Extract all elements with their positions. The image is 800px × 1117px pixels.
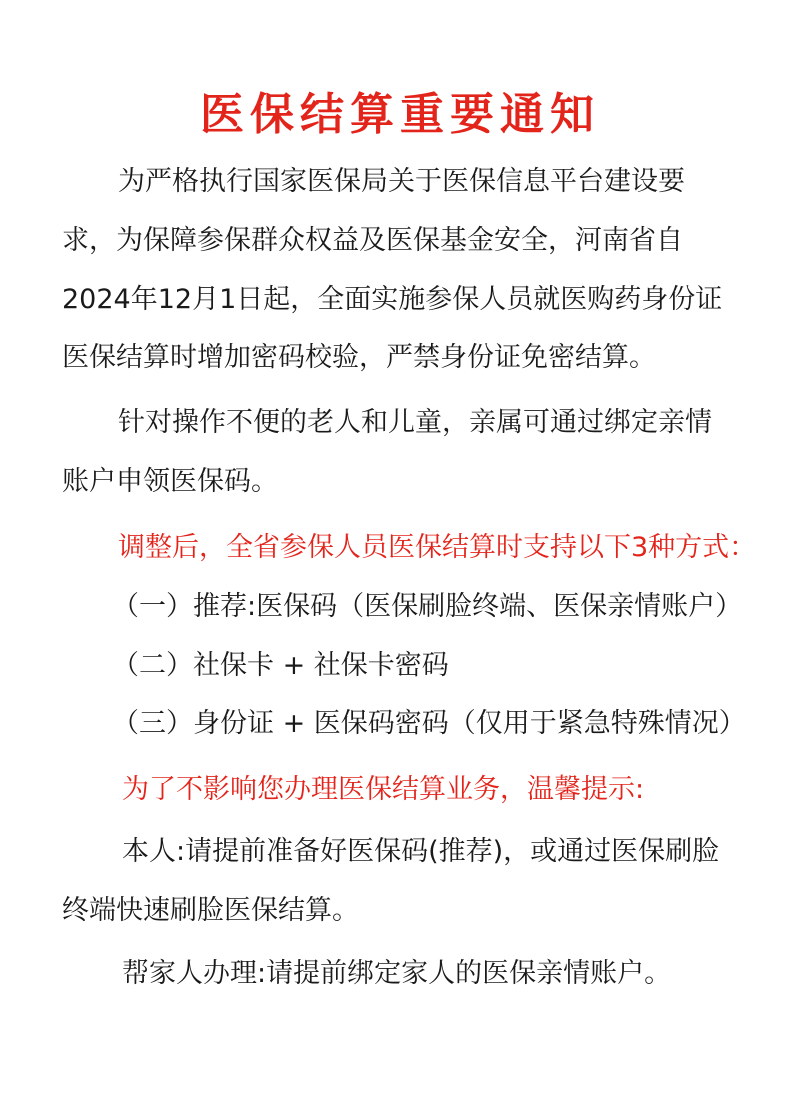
- tip-family-line: 帮家人办理:请提前绑定家人的医保亲情账户。: [122, 958, 672, 989]
- page-title: 医保结算重要通知: [200, 89, 600, 140]
- paragraph1-line-3: 2024年12月1日起，全面实施参保人员就医购药身份证: [62, 284, 723, 315]
- method-item-3: （三）身份证 + 医保码密码（仅用于紧急特殊情况）: [112, 708, 746, 739]
- paragraph1-line-2: 求，为保障参保群众权益及医保基金安全，河南省自: [62, 225, 683, 256]
- paragraph1-line-4: 医保结算时增加密码校验，严禁身份证免密结算。: [62, 342, 656, 373]
- tip-self-line-1: 本人:请提前准备好医保码(推荐)，或通过医保刷脸: [122, 836, 720, 867]
- paragraph2-line-2: 账户申领医保码。: [62, 466, 278, 497]
- tip-self-line-2: 终端快速刷脸医保结算。: [62, 895, 359, 926]
- tips-heading: 为了不影响您办理医保结算业务，温馨提示:: [122, 774, 645, 805]
- method-item-2: （二）社保卡 + 社保卡密码: [112, 650, 449, 681]
- paragraph2-line-1: 针对操作不便的老人和儿童，亲属可通过绑定亲情: [118, 407, 712, 438]
- methods-heading: 调整后，全省参保人员医保结算时支持以下3种方式：: [118, 532, 757, 563]
- paragraph1-line-1: 为严格执行国家医保局关于医保信息平台建设要: [118, 166, 685, 197]
- method-item-1: （一）推荐:医保码（医保刷脸终端、医保亲情账户）: [112, 591, 743, 622]
